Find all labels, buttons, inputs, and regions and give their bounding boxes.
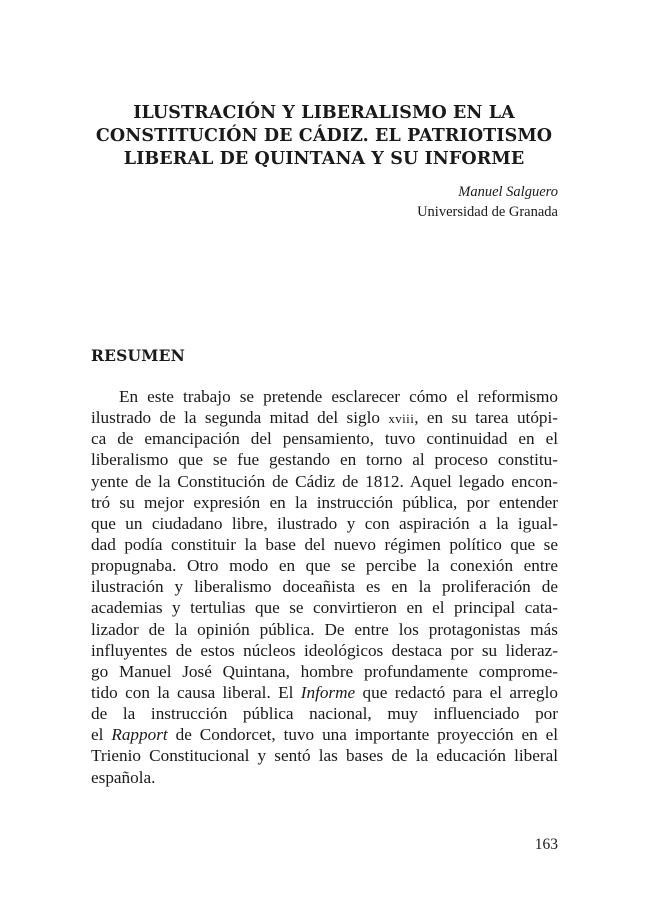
- abstract-line: ilustración y liberalismo doceañista es en la proliferación de: [91, 577, 558, 597]
- author-block: [417, 182, 558, 222]
- author-affiliation: Universidad de Granada: [417, 204, 558, 220]
- abstract-line: propugnaba. Otro modo en que se percibe la conexión entre: [91, 556, 558, 576]
- abstract-line: española.: [91, 767, 156, 787]
- italic-title: Rapport: [111, 725, 168, 745]
- roman-numeral: xviii: [388, 411, 415, 427]
- abstract-line: tido con la causa liberal. El Informe que redactó para el arreglo: [91, 682, 558, 702]
- abstract-line: Trienio Constitucional y sentó las bases de la educación liberal: [91, 746, 558, 766]
- abstract-line: ca de emancipación del pensamiento, tuvo continuidad en el: [91, 429, 558, 449]
- abstract-line: academias y tertulias que se convirtieron en el principal cata-: [91, 598, 558, 618]
- abstract-line: go Manuel José Quintana, hombre profundamente comprome-: [91, 661, 558, 681]
- abstract-line: lizador de la opinión pública. De entre los protagonistas más: [91, 619, 558, 639]
- abstract-line: influyentes de estos núcleos ideológicos destaca por su lideraz-: [91, 640, 558, 660]
- abstract-line: liberalismo que se fue gestando en torno al proceso constitu-: [91, 450, 558, 470]
- page-number: 163: [534, 836, 558, 853]
- author-name: Manuel Salguero: [458, 184, 558, 200]
- article-title: [90, 102, 558, 171]
- abstract-line: el Rapport de Condorcet, tuvo una importante proyección en el: [91, 725, 559, 745]
- abstract-line: yente de la Constitución de Cádiz de 1812. Aquel legado encon-: [91, 471, 558, 491]
- abstract-line: En este trabajo se pretende esclarecer cómo el reformismo: [119, 387, 558, 406]
- title-line: ILUSTRACIÓN Y LIBERALISMO EN LA: [133, 103, 515, 123]
- abstract-line: que un ciudadano libre, ilustrado y con aspiración a la igual-: [91, 513, 558, 533]
- title-line: LIBERAL DE QUINTANA Y SU INFORME: [123, 149, 525, 169]
- abstract-line: ilustrado de la segunda mitad del siglo xviii, en su tarea utópi-: [91, 408, 559, 428]
- abstract-line: tró su mejor expresión en la instrucción pública, por entender: [91, 492, 558, 512]
- italic-title: Informe: [300, 682, 356, 702]
- abstract-line: de la instrucción pública nacional, muy influenciado por: [91, 704, 558, 724]
- abstract-heading: RESUMEN: [91, 346, 185, 365]
- abstract-line: dad podía constituir la base del nuevo régimen político que se: [91, 534, 558, 554]
- title-line: CONSTITUCIÓN DE CÁDIZ. EL PATRIOTISMO: [95, 126, 553, 146]
- abstract-body: [91, 386, 558, 788]
